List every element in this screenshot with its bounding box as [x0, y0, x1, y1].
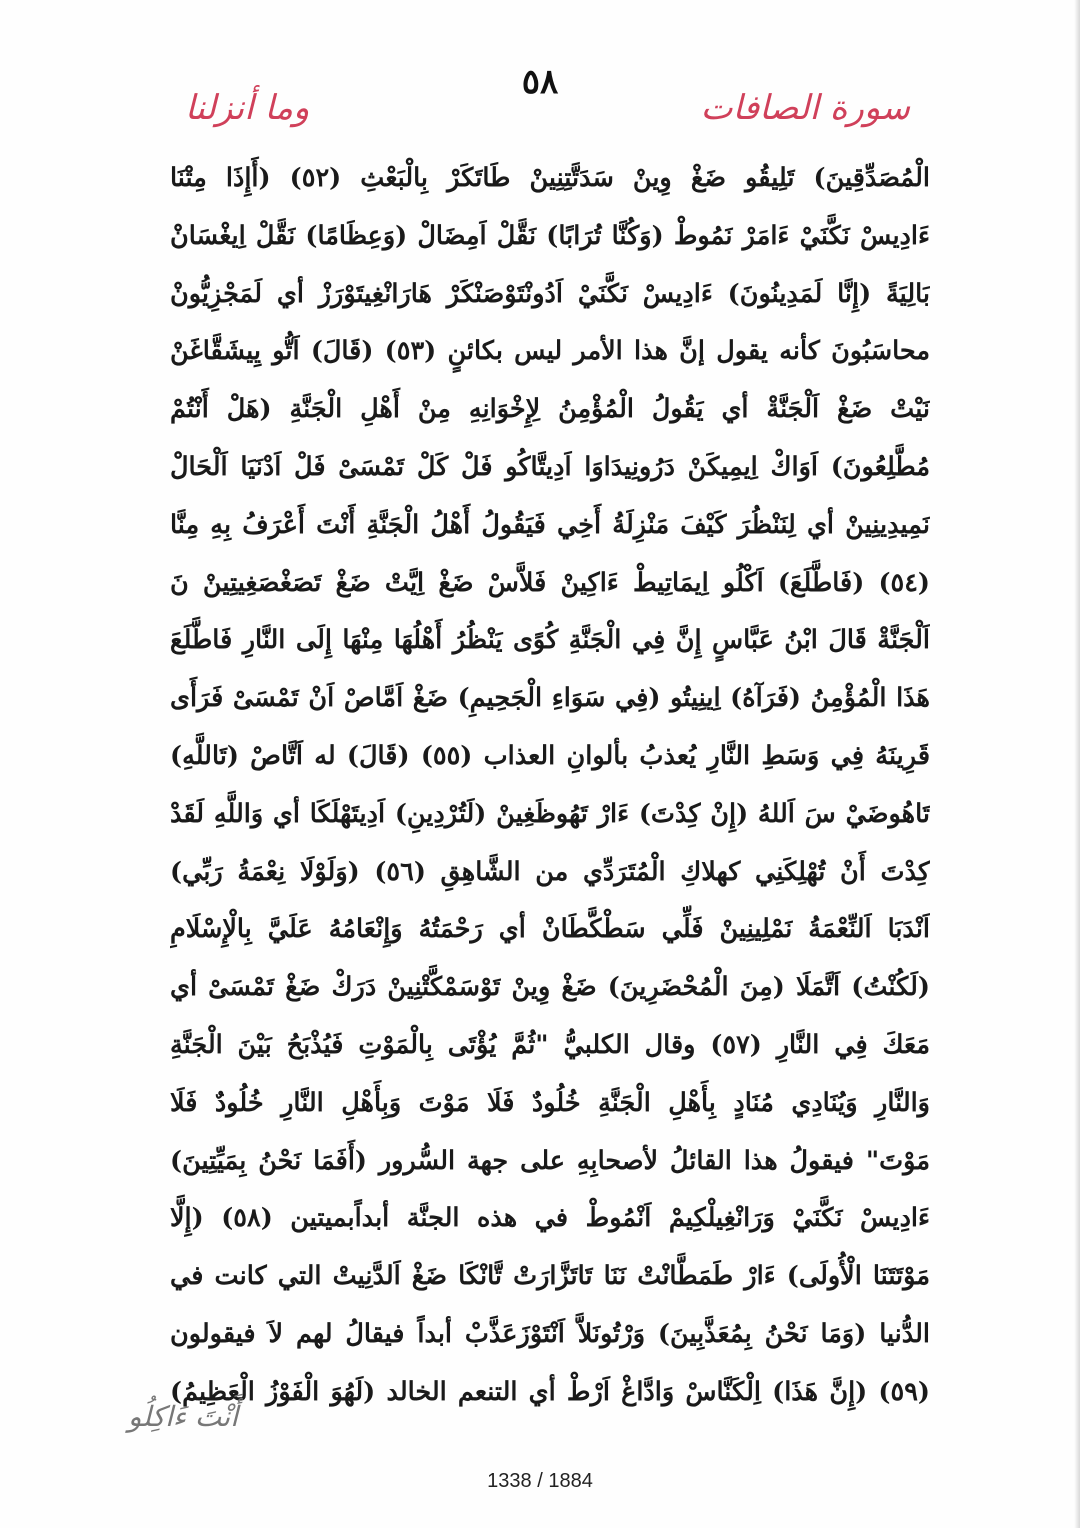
text-line: محاسَبُونَ كأنه يقول إنَّ هذا الأمر ليس بكائنٍ (٥٣) (قَالَ) اَتُّو يِيشَقَّاغَنْ	[170, 336, 930, 367]
scan-edge-shadow	[1074, 0, 1080, 1528]
text-line: نَمِيدِينِينْ أي لِنَنْظُرَ كَيْفَ مَنْزِلَةُ أَخِي فَيَقُولُ أَهْلُ الْجَنَّةِ أَنْتَ أَعْرَفُ بِهِ مِنَّا	[170, 509, 930, 540]
text-line: ءَادِيسْ نَكَّنَيْ وَرَانْغِيلْكِيمْ اَنْمُوطْ في هذه الجنَّة أبداًبميتين (٥٨) (إِلَّا	[170, 1203, 930, 1234]
text-line: (لَكُنْتُ) اَتَّمَلَا (مِنَ الْمُحْضَرِينَ) ضَغْ وِينْ تَوْسَمْكَّتْنِينْ دَرَكْ ضَغْ تَمْسَىْ أي	[170, 972, 930, 1003]
page-number: ٥٨	[521, 62, 559, 102]
catchword-note: أَنْتَ ءَاكِلُو	[128, 1400, 238, 1433]
text-line: ءَادِيسْ نَكَّنَيْ ءَامَرْ نَمُوطْ (وَكُنَّا تُرَابًا) نَقَّلْ اَمِضَالْ (وَعِظَامًا) نَقَّلْ اِيغْسَانْ	[170, 220, 930, 251]
text-line: مَعَكَ فِي النَّارِ (٥٧) وقال الكلبيُّ "ثُمَّ يُؤْتَى بِالْمَوْتِ فَيُذْبَحُ بَيْنَ الْجَنَّةِ	[170, 1029, 930, 1060]
text-line: اَنْدَبَا اَلنِّعْمَةُ نَمْلِينِينْ فَلِّي سَطْكَّطَانْ أي رَحْمَتُهُ وَإِنْعَامُهُ عَلَيَّ بِالْإِسْلَامِ	[170, 914, 930, 945]
pdf-page-counter: 1338 / 1884	[487, 1470, 593, 1492]
text-line: قَرِينَهُ فِي وَسَطِ النَّارِ يُعذبُ بألوانِ العذاب (٥٥) (قَالَ) له اَتَّاصْ (تَاللَّهِ)	[170, 740, 930, 771]
text-line: وَالنَّارِ وَيُنَادِي مُنَادٍ بِأَهْلِ الْجَنَّةِ خُلُودٌ فَلَا مَوْتَ وَبِأَهْلِ النَّارِ خُلُودٌ فَلَا	[170, 1087, 930, 1118]
text-line: نَيْتْ ضَغْ اَلْجَنَّةْ أي يَقُولُ الْمُؤْمِنُ لِإِخْوَانِهِ مِنْ أَهْلِ الْجَنَّةِ (هَلْ أَنْتُمْ	[170, 394, 930, 425]
text-line: مَوْتَتَنَا الْأُولَى) ءَارْ طَمَطَّانْتْ نَنَا تَاتَزَّارَتْ تَّانْكَا ضَغْ اَلدَّنِيتْ التي كانت في	[170, 1261, 930, 1292]
manuscript-body	[170, 150, 930, 1422]
text-line: الدُّنيا (وَمَا نَحْنُ بِمُعَذَّبِينَ) وَرْتُونَلاَّ اَنْتَوْزَعَذَّبْ أبداً فيقالُ لهم لاَ فيقولون	[170, 1318, 930, 1349]
text-line: بَالِيَةً (إِنَّا لَمَدِينُونَ) ءَادِيسْ نَكَّنَيْ اَدُونْتَوْصَنْكَرْ هَارَانْغِيتَوْرَزْ أي لَمَجْزِيُّونْ	[170, 278, 930, 309]
text-line: هَذَا الْمُؤْمِنُ (فَرَآهُ) اِينِيتُو (فِي سَوَاءِ الْجَحِيمِ) ضَغْ اَمَّاصْ اَنْ تَمْسَىْ فَرَأَى	[170, 683, 930, 714]
text-line: مُطَّلِعُونَ) اَوَاكْ اِيمِيكَنْ دَرُونِيدَاوَا اَدِيتَّاكُو فَلْ كَلْ تَمْسَىْ فَلْ اَدْنَيَا اَلْحَالْ	[170, 451, 930, 482]
juz-name-note: وما أنزلنا	[185, 88, 310, 128]
text-line: كِدْتَ أَنْ تُهْلِكَنِي كهلاكِ الْمُتَرَدِّي من الشَّاهِقِ (٥٦) (وَلَوْلَا نِعْمَةُ رَبِّي)	[170, 856, 930, 887]
text-line: (٥٩) (إِنَّ هَذَا) اِلْكَنَّاسْ وَادَّاغْ اَرْطْ أي التنعم الخالد (لَهُوَ الْفَوْزُ الْعَظِيمُ)	[170, 1376, 930, 1407]
text-line: مَوْتَ" فيقولُ هذا القائلُ لأصحابِهِ على جهة السُّرور (أَفَمَا نَحْنُ بِمَيِّتِينَ)	[170, 1145, 930, 1176]
text-line: اَلْجَنَّةْ قَالَ ابْنُ عَبَّاسٍ إِنَّ فِي الْجَنَّةِ كُوًى يَنْظُرُ أَهْلُهَا مِنْهَا إِلَى النَّارِ فَاطَّلَعَ	[170, 625, 930, 656]
text-line: (٥٤) (فَاطَّلَعَ) اَكْلُو اِيمَاتِيطْ ءَاكِينْ فَلاَّسْ ضَغْ اِيَّتْ ضَغْ تَصَغْصَغِيتِينْ نَ	[170, 567, 930, 598]
text-line: تَاهُوضَيْ سَ اَللهُ (إِنْ كِدْتَ) ءَارْ تَهُوظَغِينْ (لَتُرْدِينِ) اَدِيتَهْلَكَا أي وَاللَّهِ لَقَدْ	[170, 798, 930, 829]
text-line: الْمُصَدِّقِينَ) تَلِيقُو ضَغْ وِينْ سَدَتَّتِنِينْ طَاتَكَرْ بِالْبَعْثِ (٥٢) (أَإِذَا مِتْنَا	[170, 163, 930, 193]
surah-name-note: سورة الصافات	[700, 88, 910, 128]
